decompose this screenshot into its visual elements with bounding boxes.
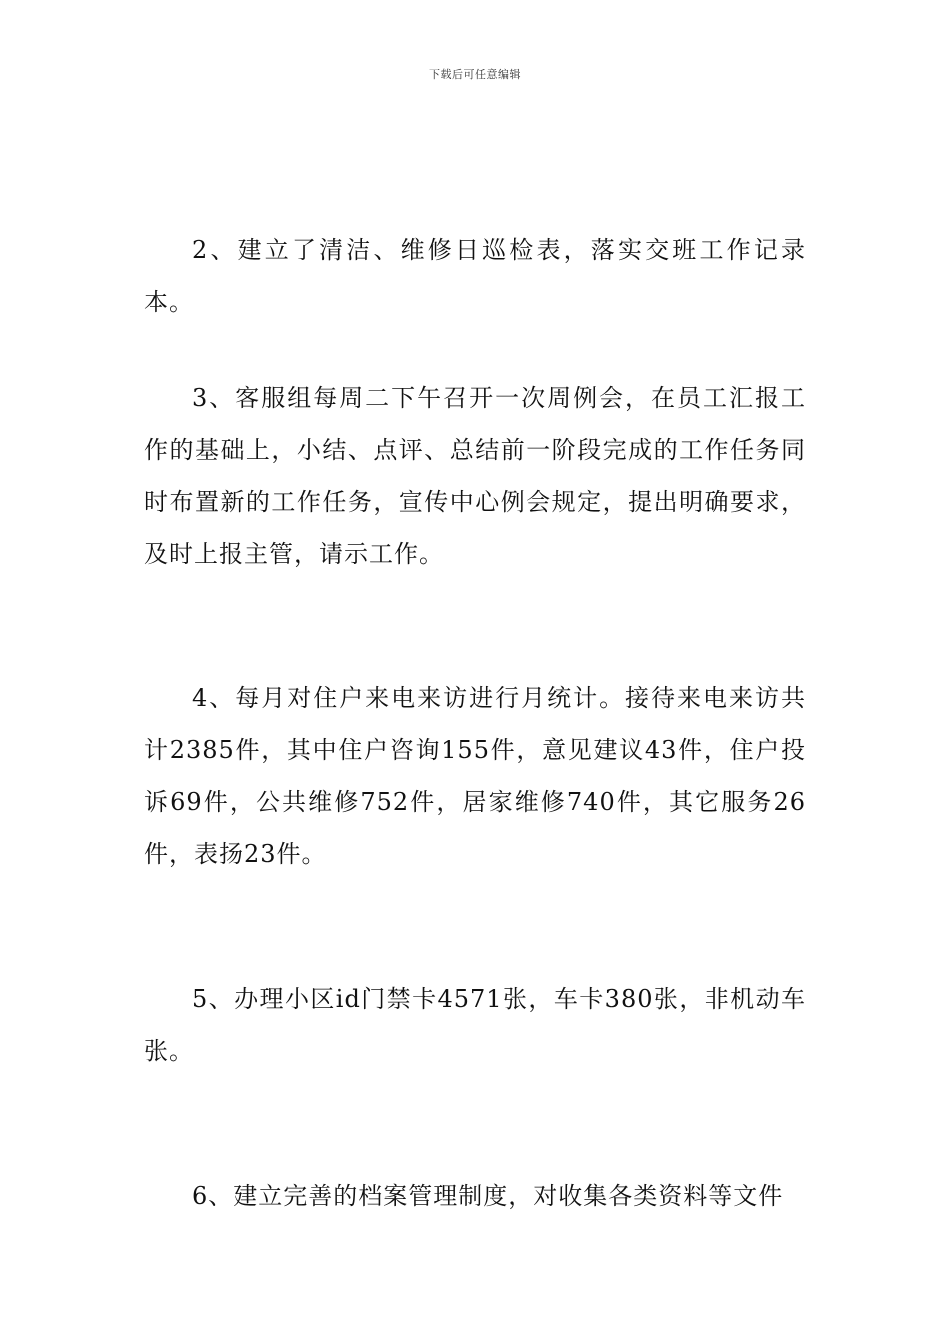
paragraph-item-2: 2、建立了清洁、维修日巡检表，落实交班工作记录本。 <box>144 236 806 316</box>
paragraph-item-5: 5、办理小区id门禁卡4571张，车卡380张，非机动车张。 <box>144 985 806 1065</box>
paragraph-item-3: 3、客服组每周二下午召开一次周例会，在员工汇报工作的基础上，小结、点评、总结前一阶段完成的工作任务同时布置新的工作任务，宣传中心例会规定，提出明确要求，及时上报主管，请示工作。 <box>144 384 806 568</box>
header-note: 下载后可任意编辑 <box>429 68 521 81</box>
paragraph-item-4: 4、每月对住户来电来访进行月统计。接待来电来访共计2385件，其中住户咨询155件，意见建议43件，住户投诉69件，公共维修752件，居家维修740件，其它服务26件，表扬23件。 <box>144 684 806 868</box>
paragraph-item-6: 6、建立完善的档案管理制度，对收集各类资料等文件 <box>192 1182 784 1210</box>
